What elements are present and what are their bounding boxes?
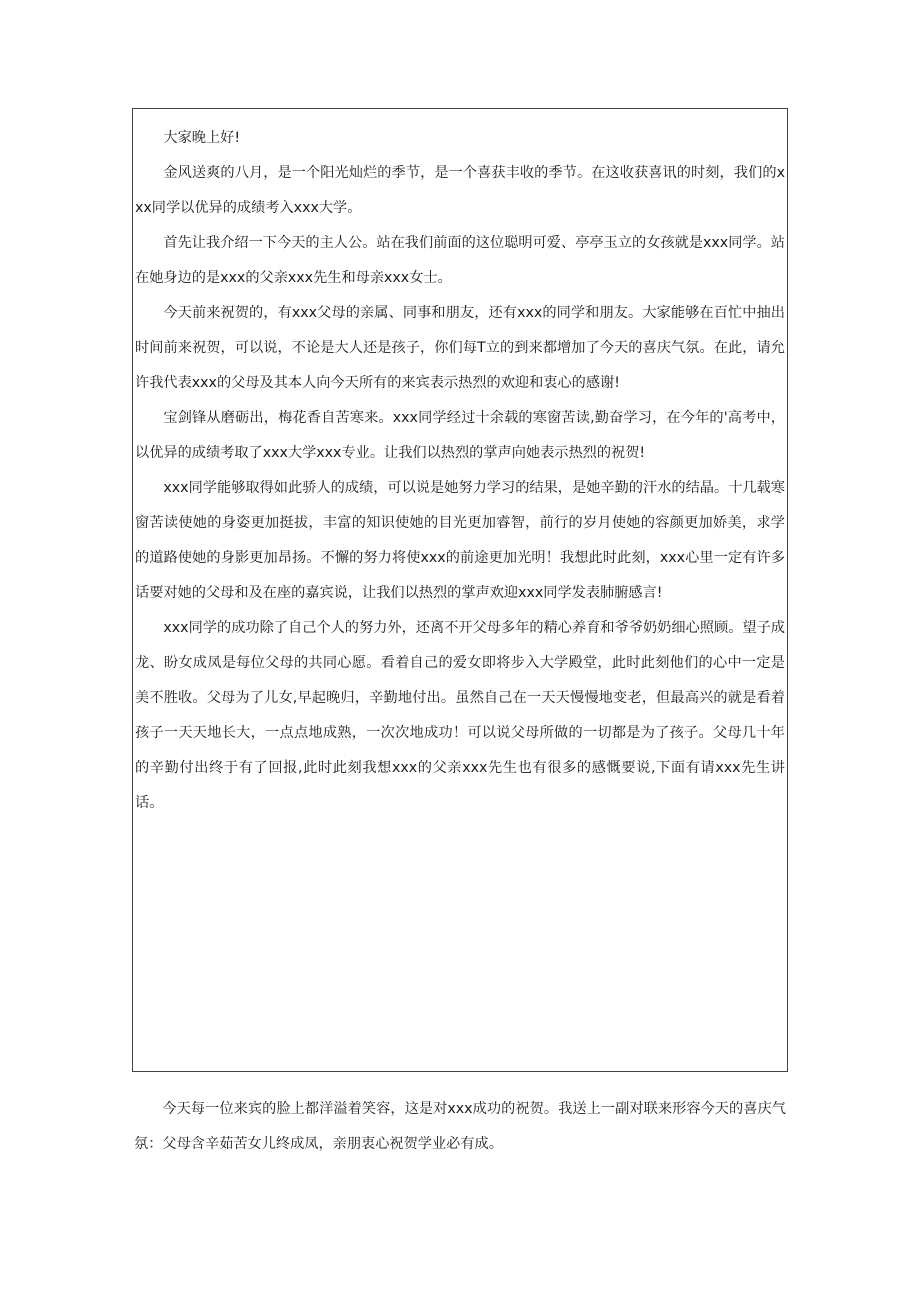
paragraph-parents: xxx同学的成功除了自己个人的努力外，还离不开父母多年的精心养育和爷爷奶奶细心照顾。望子成龙、盼女成凤是每位父母的共同心愿。看着自己的爱女即将步入大学殿堂，此时此刻他们的心中一定是美不胜收。父母为了儿女,早起晚归，辛勤地付出。虽然自己在一天天慢慢地变老，但最高兴的就是看着孩子一天天地长大，一点点地成熟，一次次地成功！可以说父母所做的一切都是为了孩子。父母几十年的辛勤付出终于有了回报,此时此刻我想xxx的父亲xxx先生也有很多的感慨要说,下面有请xxx先生讲话。 (135, 620, 785, 811)
paragraph-achievement: xxx同学能够取得如此骄人的成绩，可以说是她努力学习的结果，是她辛勤的汗水的结晶。十几载寒窗苦读使她的身姿更加挺拔，丰富的知识使她的目光更加睿智，前行的岁月使她的容颜更加娇美，求学的道路使她的身影更加昂扬。不懈的努力将使xxx的前途更加光明！我想此时此刻，xxx心里一定有许多话要对她的父母和及在座的嘉宾说，让我们以热烈的掌声欢迎xxx同学发表肺腑感言! (135, 480, 785, 601)
paragraph-guests: 今天前来祝贺的，有xxx父母的亲属、同事和朋友，还有xxx的同学和朋友。大家能够在百忙中抽出时间前来祝贺，可以说，不论是大人还是孩子，你们每T立的到来都增加了今天的喜庆气氛。在此，请允许我代表xxx的父母及其本人向今天所有的来宾表示热烈的欢迎和衷心的感谢! (135, 305, 785, 391)
paragraph-couplet: 今天每一位来宾的脸上都洋溢着笑容，这是对xxx成功的祝贺。我送上一副对联来形容今天的喜庆气氛：父母含辛茹苦女儿终成凤，亲朋衷心祝贺学业必有成。 (134, 1101, 786, 1152)
paragraph-august: 金风送爽的八月，是一个阳光灿烂的季节，是一个喜获丰收的季节。在这收获喜讯的时刻，我们的xxx同学以优异的成绩考入xxx大学。 (135, 165, 785, 216)
paragraph-exam-result: 宝剑锋从磨砺出，梅花香自苦寒来。xxx同学经过十余载的寒窗苦读,勤奋学习，在今年的'高考中，以优异的成绩考取了xxx大学xxx专业。让我们以热烈的掌声向她表示热烈的祝贺! (135, 410, 785, 461)
text-after-box (132, 1092, 788, 1162)
bordered-text-box (132, 108, 788, 1072)
greeting-paragraph: 大家晚上好! (163, 130, 241, 146)
paragraph-introduction: 首先让我介绍一下今天的主人公。站在我们前面的这位聪明可爱、亭亭玉立的女孩就是xxx同学。站在她身边的是xxx的父亲xxx先生和母亲xxx女士。 (135, 235, 785, 286)
